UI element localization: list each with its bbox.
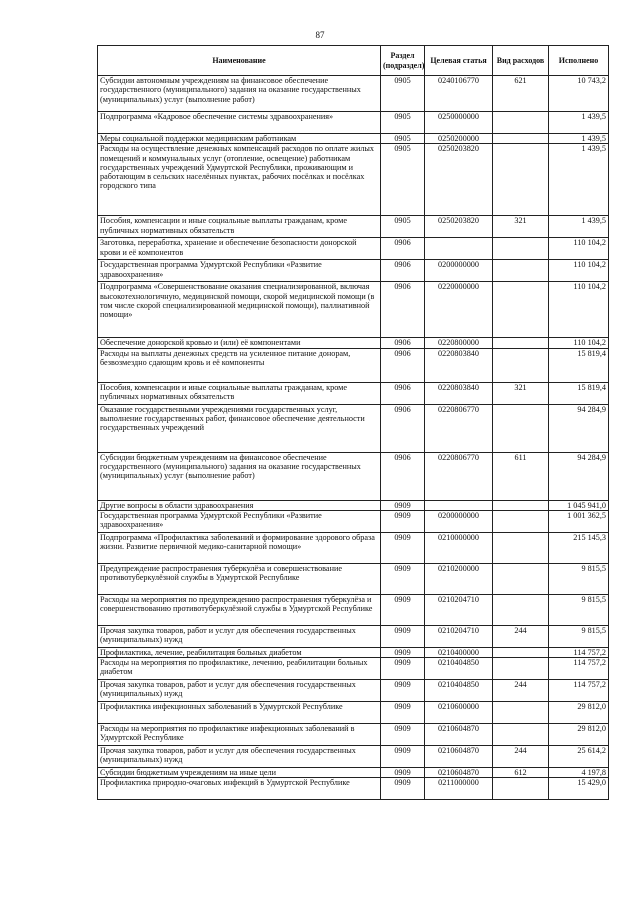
cell-sum: 1 045 941,0 <box>549 500 609 510</box>
cell-statya: 0250000000 <box>425 112 493 134</box>
cell-statya: 0200000000 <box>425 260 493 282</box>
table-row <box>98 563 609 594</box>
cell-sum: 15 819,4 <box>549 382 609 404</box>
cell-razdel: 0909 <box>381 625 425 647</box>
header-sum: Исполнено <box>549 46 609 76</box>
cell-statya: 0250203820 <box>425 216 493 238</box>
cell-sum: 110 104,2 <box>549 338 609 348</box>
cell-name: Профилактика природно-очаговых инфекций в Удмуртской Республике <box>98 778 381 800</box>
cell-statya: 0220803840 <box>425 348 493 382</box>
table-header-row <box>98 46 609 76</box>
cell-sum: 1 439,5 <box>549 112 609 134</box>
cell-vid <box>493 532 549 563</box>
table-row <box>98 510 609 532</box>
cell-sum: 15 819,4 <box>549 348 609 382</box>
table-row <box>98 500 609 510</box>
cell-statya: 0210604870 <box>425 768 493 778</box>
cell-name: Пособия, компенсации и иные социальные выплаты гражданам, кроме публичных нормативных обязательств <box>98 382 381 404</box>
cell-vid <box>493 563 549 594</box>
cell-razdel: 0906 <box>381 348 425 382</box>
cell-statya: 0210404850 <box>425 680 493 702</box>
cell-razdel: 0906 <box>381 260 425 282</box>
cell-razdel: 0905 <box>381 112 425 134</box>
cell-statya: 0211000000 <box>425 778 493 800</box>
table-row <box>98 404 609 452</box>
cell-name: Прочая закупка товаров, работ и услуг для обеспечения государственных (муниципальных) нужд <box>98 625 381 647</box>
cell-sum: 1 439,5 <box>549 134 609 144</box>
cell-sum: 29 812,0 <box>549 724 609 746</box>
table-row <box>98 112 609 134</box>
cell-statya: 0210204710 <box>425 594 493 625</box>
table-row <box>98 658 609 680</box>
cell-sum: 110 104,2 <box>549 282 609 338</box>
cell-vid <box>493 282 549 338</box>
cell-statya: 0220803840 <box>425 382 493 404</box>
cell-statya: 0220000000 <box>425 282 493 338</box>
header-statya: Целевая статья <box>425 46 493 76</box>
cell-name: Предупреждение распространения туберкулёза и совершенствование противотуберкулёзной службы в Удмуртской Республике <box>98 563 381 594</box>
cell-razdel: 0909 <box>381 724 425 746</box>
cell-sum: 9 815,5 <box>549 625 609 647</box>
table-row <box>98 338 609 348</box>
cell-razdel: 0909 <box>381 702 425 724</box>
cell-vid: 321 <box>493 382 549 404</box>
cell-name: Подпрограмма «Профилактика заболеваний и формирование здорового образа жизни. Развитие первичной медико-санитарной помощи» <box>98 532 381 563</box>
cell-statya: 0210200000 <box>425 563 493 594</box>
cell-razdel: 0905 <box>381 216 425 238</box>
cell-name: Оказание государственными учреждениями государственных услуг, выполнение государственных работ, финансовое обеспечение деятельности государственных учреждений <box>98 404 381 452</box>
table-row <box>98 724 609 746</box>
table-row <box>98 216 609 238</box>
cell-vid: 244 <box>493 680 549 702</box>
cell-razdel: 0909 <box>381 594 425 625</box>
cell-statya: 0250203820 <box>425 144 493 216</box>
table-row <box>98 746 609 768</box>
cell-razdel: 0905 <box>381 144 425 216</box>
cell-sum: 1 001 362,5 <box>549 510 609 532</box>
cell-name: Меры социальной поддержки медицинским работникам <box>98 134 381 144</box>
cell-name: Прочая закупка товаров, работ и услуг для обеспечения государственных (муниципальных) нужд <box>98 680 381 702</box>
cell-vid <box>493 510 549 532</box>
table-row <box>98 778 609 800</box>
cell-name: Субсидии бюджетным учреждениям на финансовое обеспечение государственного (муниципального) задания на оказание государственных (муниципальных) услуг (выполнение работ) <box>98 452 381 500</box>
cell-vid: 611 <box>493 452 549 500</box>
cell-vid: 321 <box>493 216 549 238</box>
cell-statya: 0210000000 <box>425 532 493 563</box>
cell-vid <box>493 404 549 452</box>
cell-vid <box>493 134 549 144</box>
cell-razdel: 0906 <box>381 404 425 452</box>
cell-razdel: 0906 <box>381 452 425 500</box>
cell-sum: 25 614,2 <box>549 746 609 768</box>
cell-razdel: 0906 <box>381 282 425 338</box>
page-number: 87 <box>315 30 325 40</box>
cell-name: Обеспечение донорской кровью и (или) её компонентами <box>98 338 381 348</box>
cell-sum: 114 757,2 <box>549 658 609 680</box>
cell-vid <box>493 500 549 510</box>
cell-vid <box>493 594 549 625</box>
cell-razdel: 0909 <box>381 500 425 510</box>
cell-vid: 244 <box>493 625 549 647</box>
cell-sum: 94 284,9 <box>549 404 609 452</box>
cell-razdel: 0909 <box>381 510 425 532</box>
cell-statya: 0210604870 <box>425 724 493 746</box>
table-row <box>98 76 609 112</box>
cell-name: Расходы на мероприятия по профилактике, лечению, реабилитации больных диабетом <box>98 658 381 680</box>
cell-vid <box>493 702 549 724</box>
cell-razdel: 0909 <box>381 680 425 702</box>
header-razdel: Раздел (подраздел) <box>381 46 425 76</box>
table-row <box>98 625 609 647</box>
cell-name: Заготовка, переработка, хранение и обеспечение безопасности донорской крови и её компонентов <box>98 238 381 260</box>
cell-vid <box>493 348 549 382</box>
cell-sum: 1 439,5 <box>549 144 609 216</box>
cell-name: Субсидии бюджетным учреждениям на иные цели <box>98 768 381 778</box>
cell-vid <box>493 647 549 657</box>
cell-name: Расходы на выплаты денежных средств на усиленное питание донорам, безвозмездно сдающим кровь и её компоненты <box>98 348 381 382</box>
cell-name: Прочая закупка товаров, работ и услуг для обеспечения государственных (муниципальных) нужд <box>98 746 381 768</box>
cell-sum: 94 284,9 <box>549 452 609 500</box>
cell-vid <box>493 144 549 216</box>
cell-razdel: 0906 <box>381 338 425 348</box>
cell-name: Подпрограмма «Совершенствование оказания специализированной, включая высокотехнологичную, медицинской помощи, скорой медицинской помощи (в том числе скорой специализированной медицинской помощи), паллиативной помощи» <box>98 282 381 338</box>
cell-statya: 0240106770 <box>425 76 493 112</box>
cell-razdel: 0909 <box>381 778 425 800</box>
header-vid: Вид расходов <box>493 46 549 76</box>
cell-razdel: 0905 <box>381 76 425 112</box>
cell-name: Профилактика инфекционных заболеваний в Удмуртской Республике <box>98 702 381 724</box>
cell-name: Расходы на мероприятия по профилактике инфекционных заболеваний в Удмуртской Республике <box>98 724 381 746</box>
cell-sum: 1 439,5 <box>549 216 609 238</box>
cell-vid: 244 <box>493 746 549 768</box>
cell-vid <box>493 778 549 800</box>
table-row <box>98 647 609 657</box>
budget-table <box>97 45 609 800</box>
table-body <box>98 76 609 800</box>
cell-name: Подпрограмма «Кадровое обеспечение системы здравоохранения» <box>98 112 381 134</box>
cell-sum: 9 815,5 <box>549 563 609 594</box>
cell-sum: 110 104,2 <box>549 260 609 282</box>
cell-statya: 0210404850 <box>425 658 493 680</box>
table-row <box>98 282 609 338</box>
cell-statya <box>425 500 493 510</box>
cell-name: Другие вопросы в области здравоохранения <box>98 500 381 510</box>
cell-razdel: 0906 <box>381 382 425 404</box>
cell-vid <box>493 260 549 282</box>
table-row <box>98 134 609 144</box>
cell-name: Расходы на мероприятия по предупреждению распространения туберкулёза и совершенствованию противотуберкулёзной службы в Удмуртской Республике <box>98 594 381 625</box>
cell-statya: 0200000000 <box>425 510 493 532</box>
cell-name: Государственная программа Удмуртской Республики «Развитие здравоохранения» <box>98 510 381 532</box>
cell-sum: 9 815,5 <box>549 594 609 625</box>
cell-name: Расходы на осуществление денежных компенсаций расходов по оплате жилых помещений и коммунальных услуг (отопление, освещение) работникам государственных учреждений Удмуртской Республики, проживающим и работающим в сельских населённых пунктах, рабочих посёлках и посёлках городского типа <box>98 144 381 216</box>
table-row <box>98 594 609 625</box>
cell-vid: 612 <box>493 768 549 778</box>
table-row <box>98 238 609 260</box>
table-row <box>98 144 609 216</box>
cell-razdel: 0909 <box>381 746 425 768</box>
cell-sum: 114 757,2 <box>549 680 609 702</box>
cell-statya: 0210604870 <box>425 746 493 768</box>
cell-vid <box>493 724 549 746</box>
table-row <box>98 348 609 382</box>
cell-statya <box>425 238 493 260</box>
cell-sum: 4 197,8 <box>549 768 609 778</box>
cell-razdel: 0909 <box>381 563 425 594</box>
cell-vid <box>493 338 549 348</box>
cell-vid: 621 <box>493 76 549 112</box>
cell-name: Пособия, компенсации и иные социальные выплаты гражданам, кроме публичных нормативных обязательств <box>98 216 381 238</box>
cell-razdel: 0909 <box>381 647 425 657</box>
table-row <box>98 702 609 724</box>
cell-name: Профилактика, лечение, реабилитация больных диабетом <box>98 647 381 657</box>
cell-razdel: 0909 <box>381 532 425 563</box>
cell-name: Субсидии автономным учреждениям на финансовое обеспечение государственного (муниципального) задания на оказание государственных (муниципальных) услуг (выполнение работ) <box>98 76 381 112</box>
cell-sum: 15 429,0 <box>549 778 609 800</box>
cell-vid <box>493 112 549 134</box>
cell-sum: 10 743,2 <box>549 76 609 112</box>
table-row <box>98 768 609 778</box>
cell-sum: 114 757,2 <box>549 647 609 657</box>
cell-statya: 0220800000 <box>425 338 493 348</box>
table-row <box>98 382 609 404</box>
table-row <box>98 532 609 563</box>
header-name: Наименование <box>98 46 381 76</box>
cell-razdel: 0909 <box>381 768 425 778</box>
cell-sum: 110 104,2 <box>549 238 609 260</box>
table-row <box>98 260 609 282</box>
cell-sum: 215 145,3 <box>549 532 609 563</box>
cell-razdel: 0906 <box>381 238 425 260</box>
cell-statya: 0210600000 <box>425 702 493 724</box>
cell-vid <box>493 238 549 260</box>
cell-vid <box>493 658 549 680</box>
cell-sum: 29 812,0 <box>549 702 609 724</box>
cell-statya: 0210204710 <box>425 625 493 647</box>
table-row <box>98 452 609 500</box>
cell-razdel: 0909 <box>381 658 425 680</box>
cell-statya: 0220806770 <box>425 452 493 500</box>
cell-statya: 0250200000 <box>425 134 493 144</box>
cell-name: Государственная программа Удмуртской Республики «Развитие здравоохранения» <box>98 260 381 282</box>
cell-razdel: 0905 <box>381 134 425 144</box>
cell-statya: 0220806770 <box>425 404 493 452</box>
cell-statya: 0210400000 <box>425 647 493 657</box>
table-row <box>98 680 609 702</box>
